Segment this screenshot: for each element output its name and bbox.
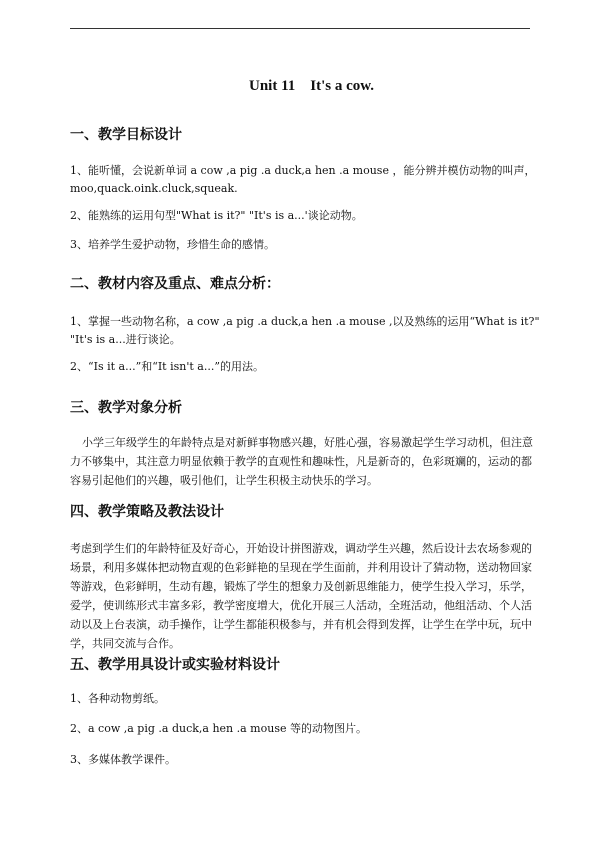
teaching-strategy-paragraph: 考虑到学生们的年龄特征及好奇心，开始设计拼图游戏，调动学生兴趣，然后设计去农场参观的场景，利用多媒体把动物直观的色彩鲜艳的呈现在学生面前，并利用设计了猜动物，送动物回家等游戏，色彩鲜明，生动有趣，锻炼了学生的想象力及创新思维能力，使学生投入学习，乐学，爱学，使训练形式丰富多彩，教学密度增大，优化开展三人活动，全班活动，他组活动、个人活动以及上台表演，动手操作，让学生都能积极参与，并有机会得到发挥，让学生在学中玩，玩中学，共同交流与合作。 xyxy=(70,542,532,650)
section-heading-materials: 五、教学用具设计或实验材料设计 xyxy=(70,657,280,673)
objective-line-3: 3、培养学生爱护动物，珍惜生命的感情。 xyxy=(70,238,275,251)
analysis-line-1: 1、掌握一些动物名称，a cow ,a pig .a duck,a hen .a mouse ,以及熟练的运用“What is it?" xyxy=(70,315,540,328)
objective-line-1: 1、能听懂，会说新单词 a cow ,a pig .a duck,a hen .a mouse ，能分辨并模仿动物的叫声， xyxy=(70,164,536,177)
objective-line-1-cont: moo,quack.oink.cluck,squeak. xyxy=(70,182,238,195)
header-rule xyxy=(70,28,530,29)
analysis-line-1-cont: "It's is a...进行谈论。 xyxy=(70,333,181,346)
materials-line-3: 3、多媒体教学课件。 xyxy=(70,753,176,766)
materials-line-1: 1、各种动物剪纸。 xyxy=(70,692,165,705)
materials-line-2: 2、a cow ,a pig .a duck,a hen .a mouse 等的动物图片。 xyxy=(70,722,367,735)
section-heading-content-analysis: 二、教材内容及重点、难点分析： xyxy=(70,276,280,292)
page-title: Unit 11 It's a cow. xyxy=(249,78,375,94)
section-heading-objectives: 一、教学目标设计 xyxy=(70,127,182,143)
objective-line-2: 2、能熟练的运用句型"What is it?" "It's is a...'谈论动物。 xyxy=(70,209,363,222)
section-heading-learner-analysis: 三、教学对象分析 xyxy=(70,400,182,416)
section-heading-teaching-strategy: 四、教学策略及教法设计 xyxy=(70,504,224,520)
learner-analysis-paragraph: 小学三年级学生的年龄特点是对新鲜事物感兴趣，好胜心强，容易激起学生学习动机，但注意力不够集中，其注意力明显依赖于教学的直观性和趣味性，凡是新奇的，色彩斑斓的，运动的都容易引起他们的兴趣，吸引他们，让学生积极主动快乐的学习。 xyxy=(70,436,533,487)
analysis-line-2: 2、“Is it a...”和“It isn't a...”的用法。 xyxy=(70,360,264,373)
